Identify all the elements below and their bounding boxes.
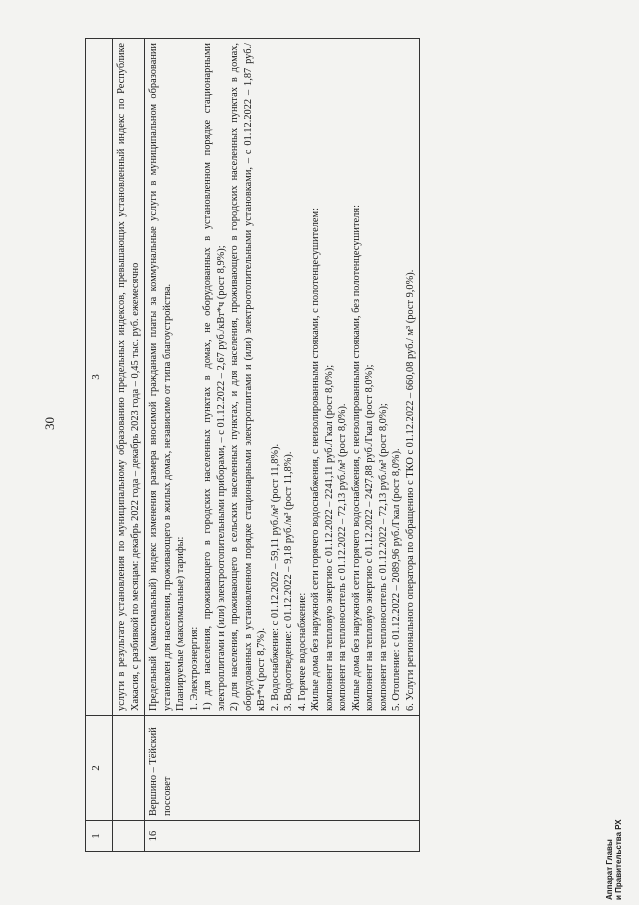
continuation-text: услуги в результате установления по муниципальному образованию предельных индексов, превышающих установленный индекс по Республике Хакасия, с разбивкой по месяцам: декабрь 2022 года – декабрь 2023 года – 0,45 тыс. руб. ежемесячно [113,39,145,716]
tariff-line: 3. Водоотведение: с 01.12.2022 – 9,18 руб./м³ (рост 11,8%). [283,451,294,711]
stamp-line-2: и Правительства РХ [614,819,623,900]
header-col-2: 2 [86,716,113,821]
table-row-continuation [113,39,145,852]
tariff-line: компонент на теплоноситель с 01.12.2022 – 72,13 руб./м³ (рост 8,0%). [337,403,348,711]
header-col-1: 1 [86,821,113,852]
tariff-line: 6. Услуги регионального оператора по обращению с ТКО с 01.12.2022 – 660,08 руб./ м³ (рост 9,0%). [404,269,416,711]
tariff-line: 2. Водоснабжение: с 01.12.2022 – 59,11 руб./м³ (рост 11,8%). [269,443,281,711]
tariff-line: 4. Горячее водоснабжение: [296,592,308,711]
header-col-3: 3 [86,39,113,716]
tariff-line: Жилые дома без наружной сети горячего водоснабжения, с неизолированными стояками, без полотенцесушителя: [350,205,362,711]
tariff-line: Планируемые (максимальные) тарифы: [175,536,186,711]
continuation-name-cell [113,716,145,821]
municipality-name: Вершино – Тёйский поссовет [145,716,420,821]
document-sheet [85,43,585,852]
tariff-line: Предельный (максимальный) индекс изменения размера вносимой гражданами платы за коммунальные услуги в муниципальном образовании установлен для населения, проживающего в жилых домах, независимо от типа благоустройства. [148,43,173,711]
tariff-line: 2) для населения, проживающего в сельских населенных пунктах, и для населения, проживающего в городских населенных пунктах в домах, оборудованных в установленном порядке стационарными электроплитами и (или) электроотопительными установками, – с 01.12.2022 – 1,87 руб./кВт*ч (рост 8,7%). [229,43,267,711]
tariff-line: компонент на теплоноситель с 01.12.2022 – 72,13 руб./м³ (рост 8,0%); [377,403,389,711]
tariff-line: 5. Отопление: с 01.12.2022 – 2089,96 руб./Гкал (рост 8,0%). [391,448,402,711]
continuation-num-cell [113,821,145,852]
tariff-line: компонент на тепловую энергию с 01.12.2022 – 2427,88 руб./Гкал (рост 8,0%); [364,364,375,711]
table-row [145,39,420,852]
tariff-text [145,39,420,716]
table-header-row [86,39,113,852]
office-stamp [605,819,623,900]
page-number: 30 [42,417,57,430]
tariff-line: Жилые дома без наружной сети горячего водоснабжения, с неизолированными стояками, с полотенцесушителем: [310,208,321,711]
tariff-table [85,38,420,852]
row-number: 16 [145,821,420,852]
tariff-line: компонент на тепловую энергию с 01.12.2022 – 2241,11 руб./Гкал (рост 8,0%); [323,364,335,711]
stamp-line-1: Аппарат Главы [605,839,614,900]
tariff-line: 1) для населения, проживающего в городских населенных пунктах в домах, не оборудованных в установленном порядке стационарными электроплитами и (или) электроотопительными приборами, – с 01.12.2022 – 2,67 руб./кВт*ч (рост 8,9%); [202,43,227,711]
tariff-line: 1. Электроэнергия: [188,626,200,711]
